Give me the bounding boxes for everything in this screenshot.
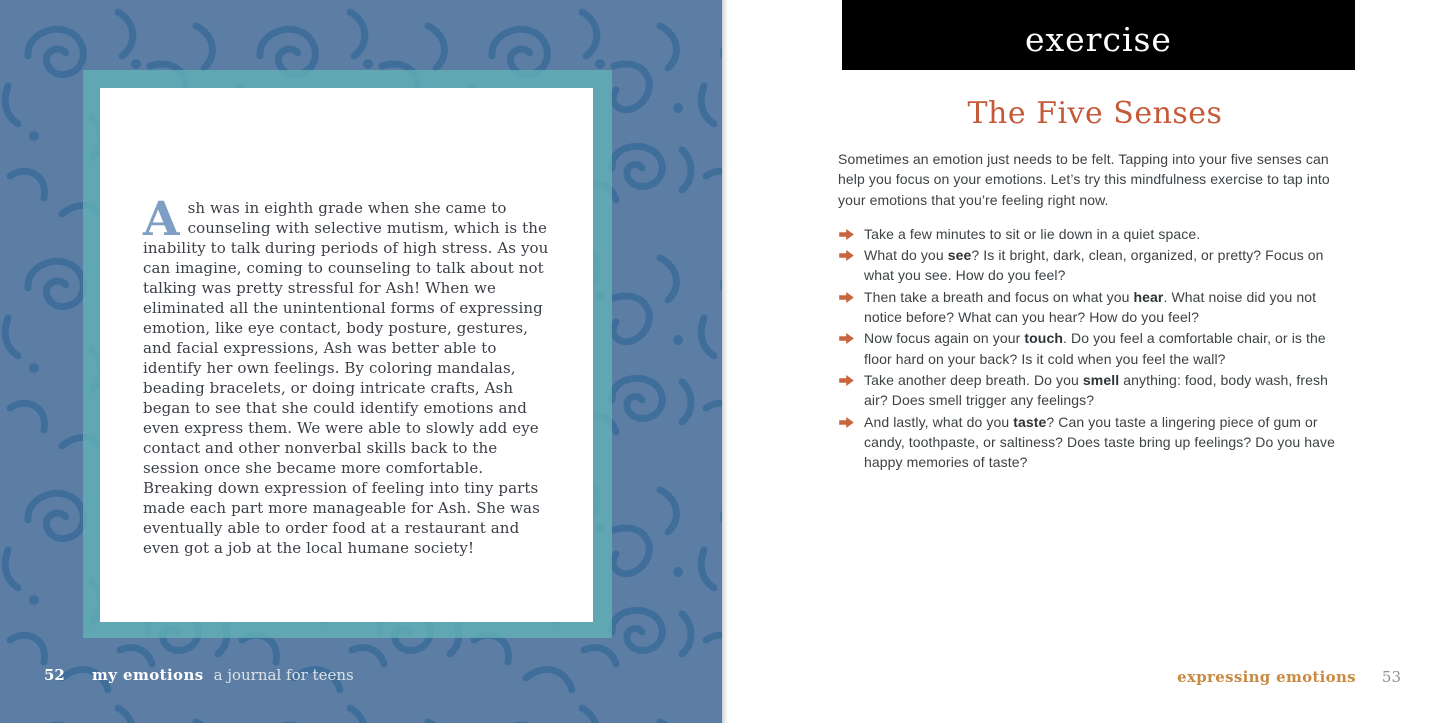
list-item-text: Take another deep breath. Do you smell anything: food, body wash, fresh air? Does smell trigger any feelings? xyxy=(864,371,1328,409)
spine-shadow xyxy=(722,0,728,723)
story-card-frame xyxy=(83,70,612,638)
list-item-text: Take a few minutes to sit or lie down in a quiet space. xyxy=(864,225,1201,242)
story-drop-cap: A xyxy=(143,192,180,247)
list-item-text: What do you see? Is it bright, dark, clean, organized, or pretty? Focus on what you see. How do you feel? xyxy=(864,247,1324,284)
exercise-intro: Sometimes an emotion just needs to be felt. Tapping into your five senses can help you focus on your emotions. Let’s try this mindfulness exercise to tap into your emotions that you’re feeling right now. xyxy=(838,151,1330,208)
right-arrow-icon xyxy=(838,249,855,262)
story-text: sh was in eighth grade when she came to counseling with selective mutism, which is the inability to talk during periods of high stress. As you can imagine, coming to counseling to talk about not talking was pretty stressful for Ash! When we eliminated all the unintentional forms of expressing emotion, like eye contact, body posture, gestures, and facial expressions, Ash was better able to identify her own feelings. By coloring mandalas, beading bracelets, or doing intricate crafts, Ash began to see that she could identify emotions and even express them. We were able to slowly add eye contact and other nonverbal skills back to the session once she became more comfortable. Breaking down expression of feeling into tiny parts made each part more manageable for Ash. She was eventually able to order food at a restaurant and even got a job at the local humane society! xyxy=(143,199,549,557)
page-number-right: 53 xyxy=(1381,668,1401,686)
list-item xyxy=(838,287,1352,328)
book-subtitle: a journal for teens xyxy=(213,666,354,684)
exercise-content xyxy=(838,96,1352,473)
list-item xyxy=(838,412,1352,473)
section-label: expressing emotions xyxy=(1177,668,1356,686)
list-item-text: Now focus again on your touch. Do you feel a comfortable chair, or is the floor hard on your back? Is it cold when you feel the wall? xyxy=(864,330,1326,367)
right-arrow-icon xyxy=(838,291,855,304)
right-arrow-icon xyxy=(838,374,855,387)
right-page xyxy=(722,0,1445,723)
list-item xyxy=(838,328,1352,369)
right-arrow-icon xyxy=(838,416,855,429)
page-number-left: 52 xyxy=(44,666,65,684)
list-item-text: Then take a breath and focus on what you hear. What noise did you not notice before? What can you hear? How do you feel? xyxy=(864,288,1317,326)
left-page-footer xyxy=(44,666,354,684)
list-item-text: And lastly, what do you taste? Can you taste a lingering piece of gum or candy, toothpaste, or saltiness? Does taste bring up feelings? Do you have happy memories of taste? xyxy=(864,413,1335,471)
list-item xyxy=(838,245,1352,286)
right-page-footer xyxy=(1177,668,1401,686)
list-item xyxy=(838,370,1352,411)
story-card xyxy=(100,88,593,622)
right-arrow-icon xyxy=(838,332,855,345)
banner-label: exercise xyxy=(1025,19,1172,59)
left-page xyxy=(0,0,722,723)
list-item xyxy=(838,224,1352,244)
exercise-title: The Five Senses xyxy=(967,96,1223,131)
story-paragraph xyxy=(143,192,549,558)
book-title: my emotions xyxy=(92,666,204,684)
right-arrow-icon xyxy=(838,228,855,241)
exercise-banner xyxy=(842,0,1355,70)
senses-list xyxy=(838,224,1352,473)
